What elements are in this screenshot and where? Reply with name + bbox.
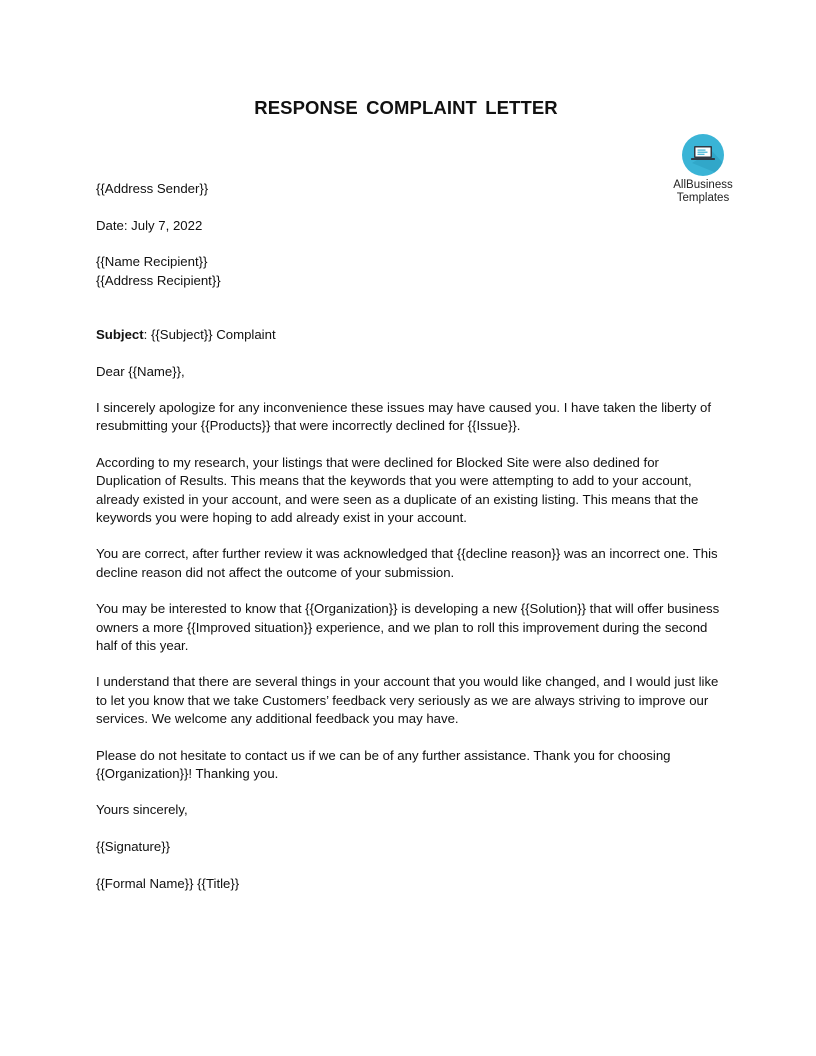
paragraph-research: According to my research, your listings that were declined for Blocked Site were also dedined for Duplication of Results. This means that the keywords that you were attempting to add to your account, already existed in your account, and were seen as a duplicate of an existing listing. This means that the keywords you were hoping to add already exist in your account. [96,455,699,525]
address-sender: {{Address Sender}} [96,181,209,196]
document-title: RESPONSE COMPLAINT LETTER [254,97,558,118]
subject-label: Subject [96,326,144,342]
signature: {{Signature}} [96,839,171,855]
name-recipient: {{Name Recipient}} [96,254,208,270]
letter-date: Date: July 7, 2022 [96,217,203,233]
logo-brand-line2: Templates [676,191,730,204]
paragraph-development: You may be interested to know that {{Organization}} is developing a new {{Solution}} that will offer business owners a more {{Improved situation}} experience, and we plan to roll this improvement during the second half of this year. [96,601,720,653]
paragraph-contact: Please do not hesitate to contact us if we can be of any further assistance. Thank you for choosing {{Organization}}! Thanking you. [96,747,671,781]
closing: Yours sincerely, [96,802,188,818]
subject-line [96,326,726,344]
paragraph-correction: You are correct, after further review it was acknowledged that {{decline reason}} was an incorrect one. This decline reason did not affect the outcome of your submission. [96,546,718,580]
letter-body [96,180,726,912]
formal-name-title: {{Formal Name}} {{Title}} [96,875,240,891]
salutation: Dear {{Name}}, [96,363,185,379]
paragraph-apology: I sincerely apologize for any inconvenience these issues may have caused you. I have taken the liberty of resubmitting your {{Products}} that were incorrectly declined for {{Issue}}. [96,400,712,434]
logo-circle [682,134,724,176]
laptop-icon [682,134,724,176]
address-recipient: {{Address Recipient}} [96,272,221,288]
paragraph-feedback: I understand that there are several things in your account that you would like changed, and I would just like to let you know that we take Customers’ feedback very seriously as we are always striving to improve our services. We welcome any additional feedback you may have. [96,674,719,726]
logo-brand-line1: AllBusiness [673,179,733,191]
subject-text: : {{Subject}} Complaint [143,326,276,342]
